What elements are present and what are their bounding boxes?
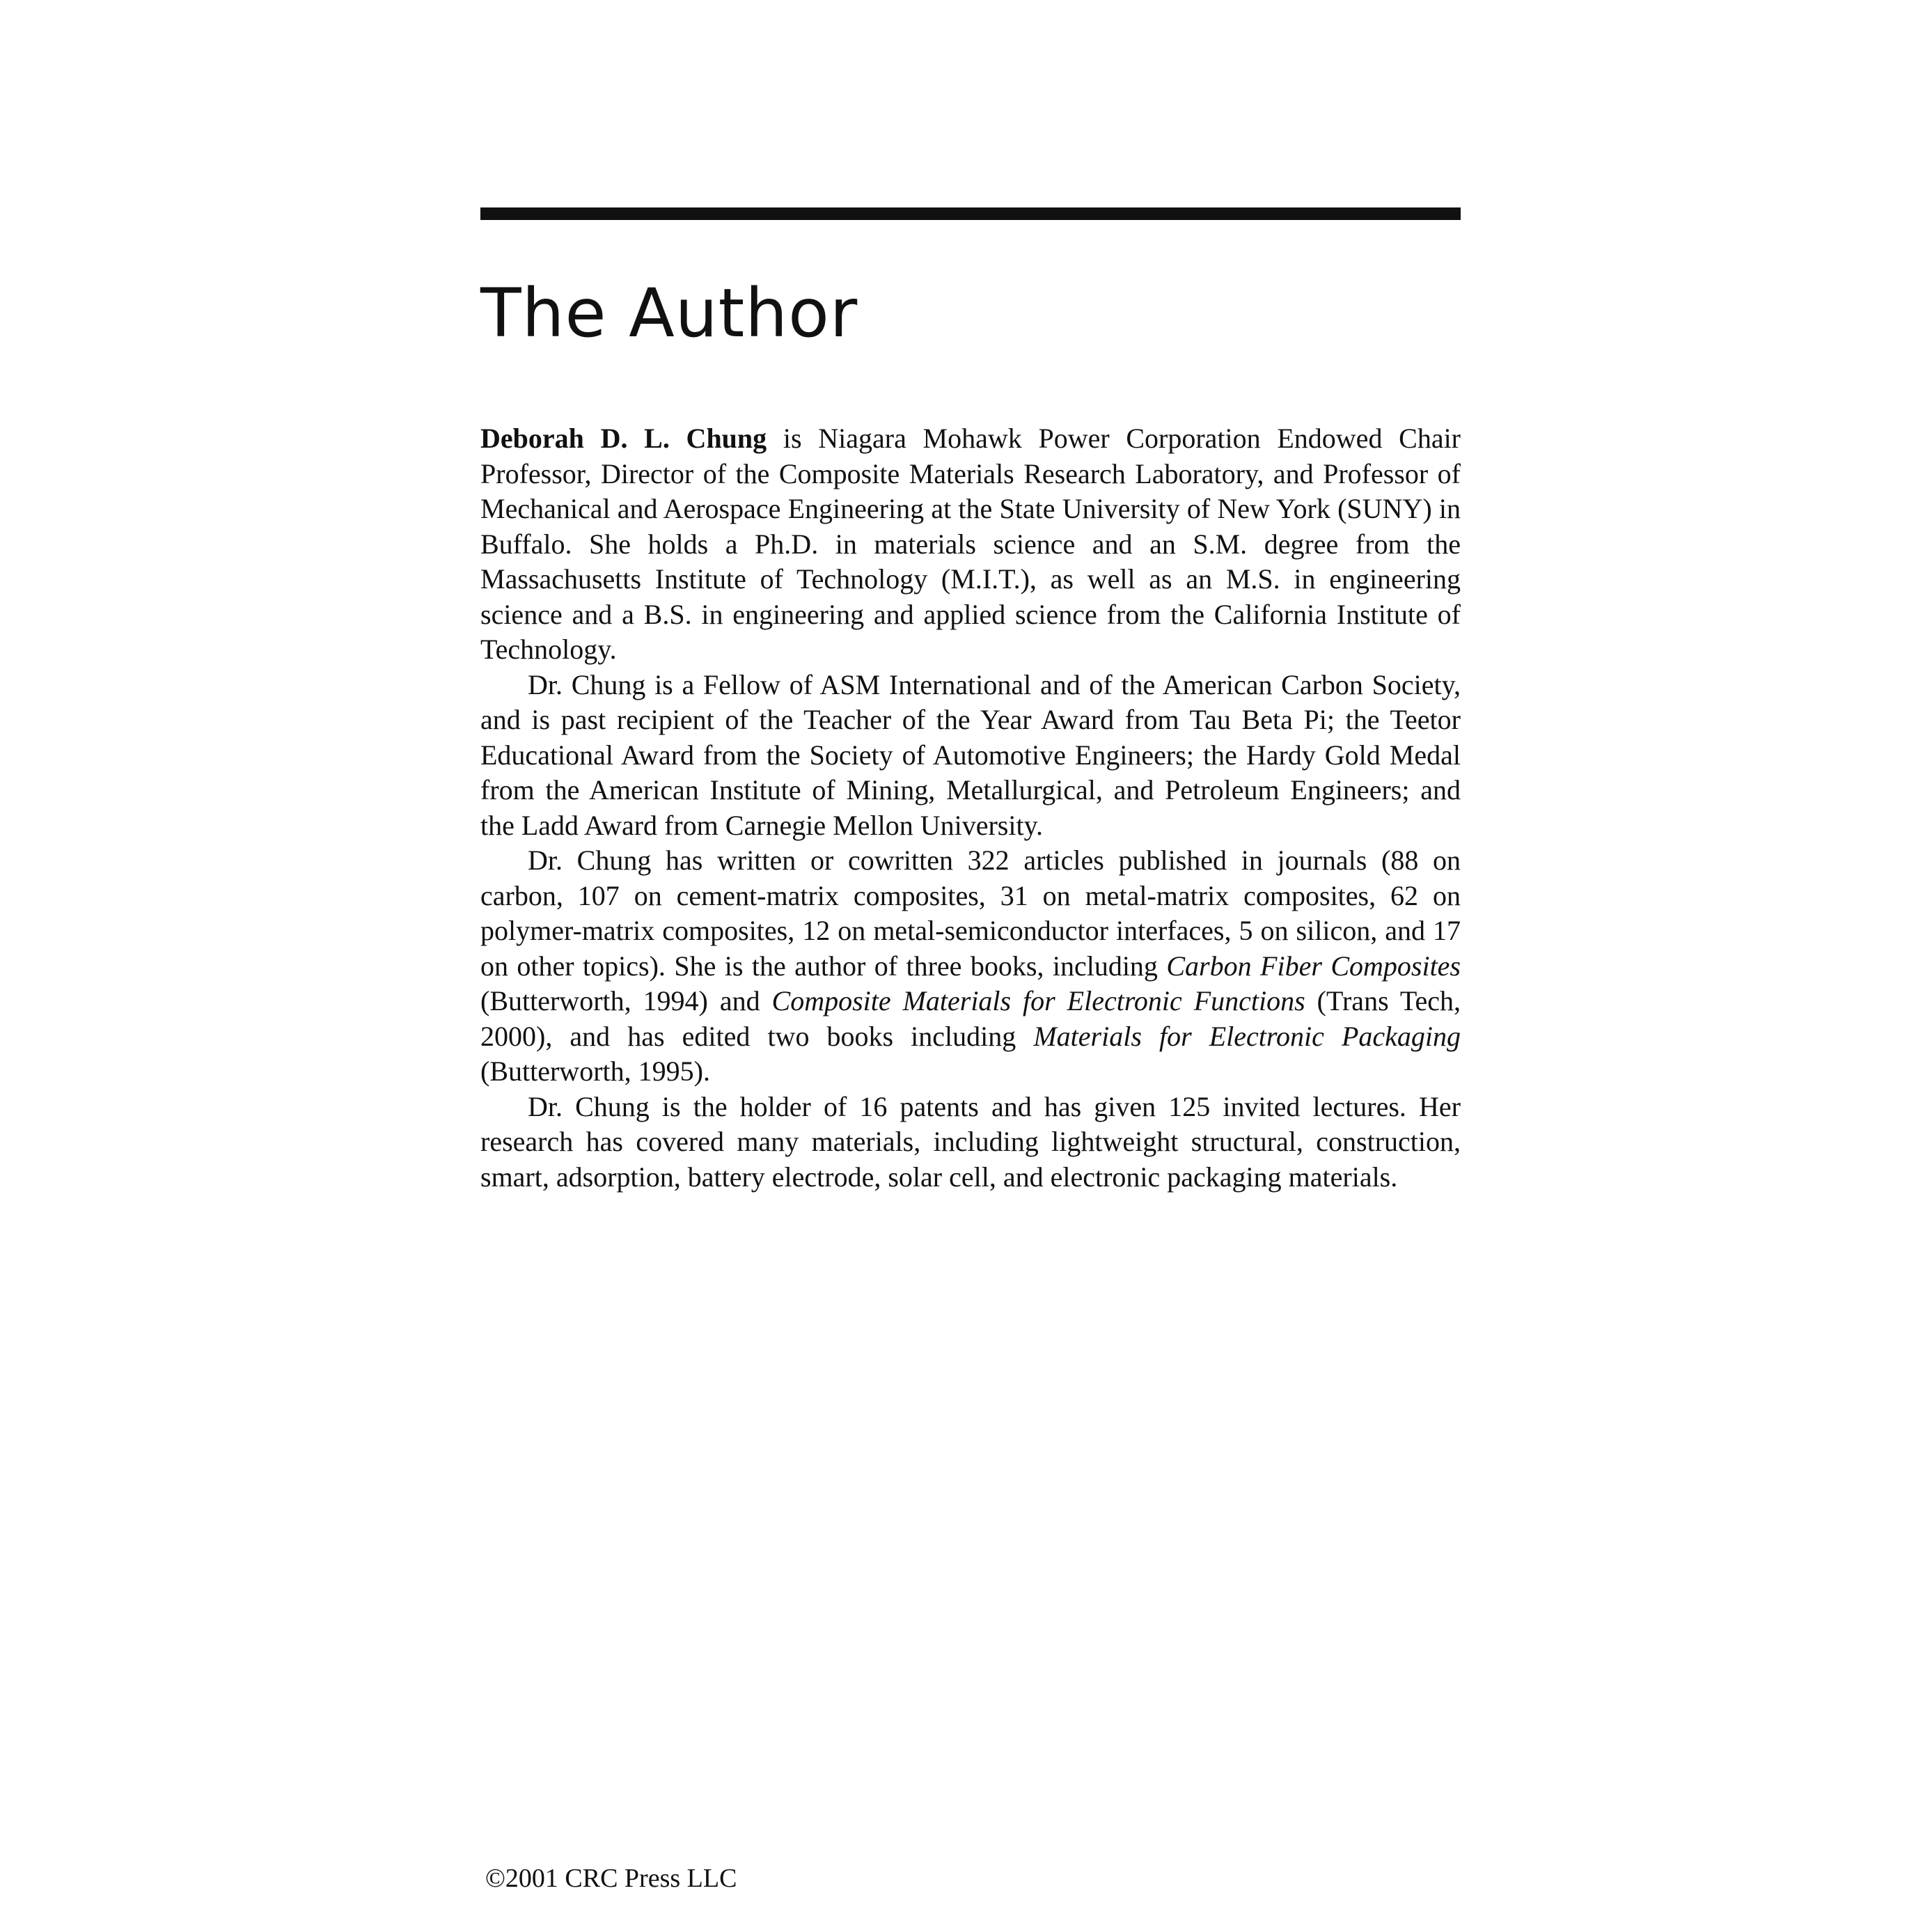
- book-title-composite-materials: Composite Materials for Electronic Functions: [771, 985, 1305, 1016]
- page-title: The Author: [480, 274, 858, 352]
- bio-paragraph-2: Dr. Chung is a Fellow of ASM International and of the American Carbon Society, and is past recipient of the Teacher of the Year Award from Tau Beta Pi; the Teetor Educational Award from the Society of Automotive Engineers; the Hardy Gold Medal from the American Institute of Mining, Metallurgical, and Petroleum Engineers; and the Ladd Award from Carnegie Mellon University.: [480, 668, 1461, 841]
- copyright-footer: ©2001 CRC Press LLC: [485, 1864, 737, 1893]
- bio-paragraph-4: Dr. Chung is the holder of 16 patents and has given 125 invited lectures. Her research has covered many materials, including lightweight structural, construction, smart, adsorption, battery electrode, solar cell, and electronic packaging materials.: [480, 1090, 1461, 1193]
- book-title-materials-for-electronic-packaging: Materials for Electronic Packaging: [1033, 1020, 1461, 1052]
- bio-paragraph-1-text: is Niagara Mohawk Power Corporation Endowed Chair Professor, Director of the Composite Materials Research Laboratory, and Professor of Mechanical and Aerospace Engineering at the State University of New York (SUNY) in Buffalo. She holds a Ph.D. in materials science and an S.M. degree from the Massachusetts Institute of Technology (M.I.T.), as well as an M.S. in engineering science and a B.S. in engineering and applied science from the California Institute of Technology.: [480, 423, 1461, 665]
- bio-paragraph-3: [480, 843, 1461, 1090]
- bio-paragraph-3-text-4: (Butterworth, 1995).: [480, 1055, 710, 1087]
- author-name: Deborah D. L. Chung: [480, 423, 767, 454]
- author-bio: [480, 421, 1461, 1195]
- book-title-carbon-fiber-composites: Carbon Fiber Composites: [1166, 950, 1461, 982]
- bio-paragraph-3-text-2: (Butterworth, 1994) and: [480, 985, 772, 1016]
- top-rule: [480, 207, 1461, 220]
- bio-paragraph-3-text-3: (Trans Tech, 2000), and has edited two books including: [480, 985, 1461, 1052]
- bio-paragraph-3-text-1: Dr. Chung has written or cowritten 322 articles published in journals (88 on carbon, 107 on cement-matrix composites, 31 on metal-matrix composites, 62 on polymer-matrix composites, 12 on metal-semiconductor interfaces, 5 on silicon, and 17 on other topics). She is the author of three books, including: [480, 845, 1461, 982]
- bio-paragraph-1: [480, 421, 1461, 668]
